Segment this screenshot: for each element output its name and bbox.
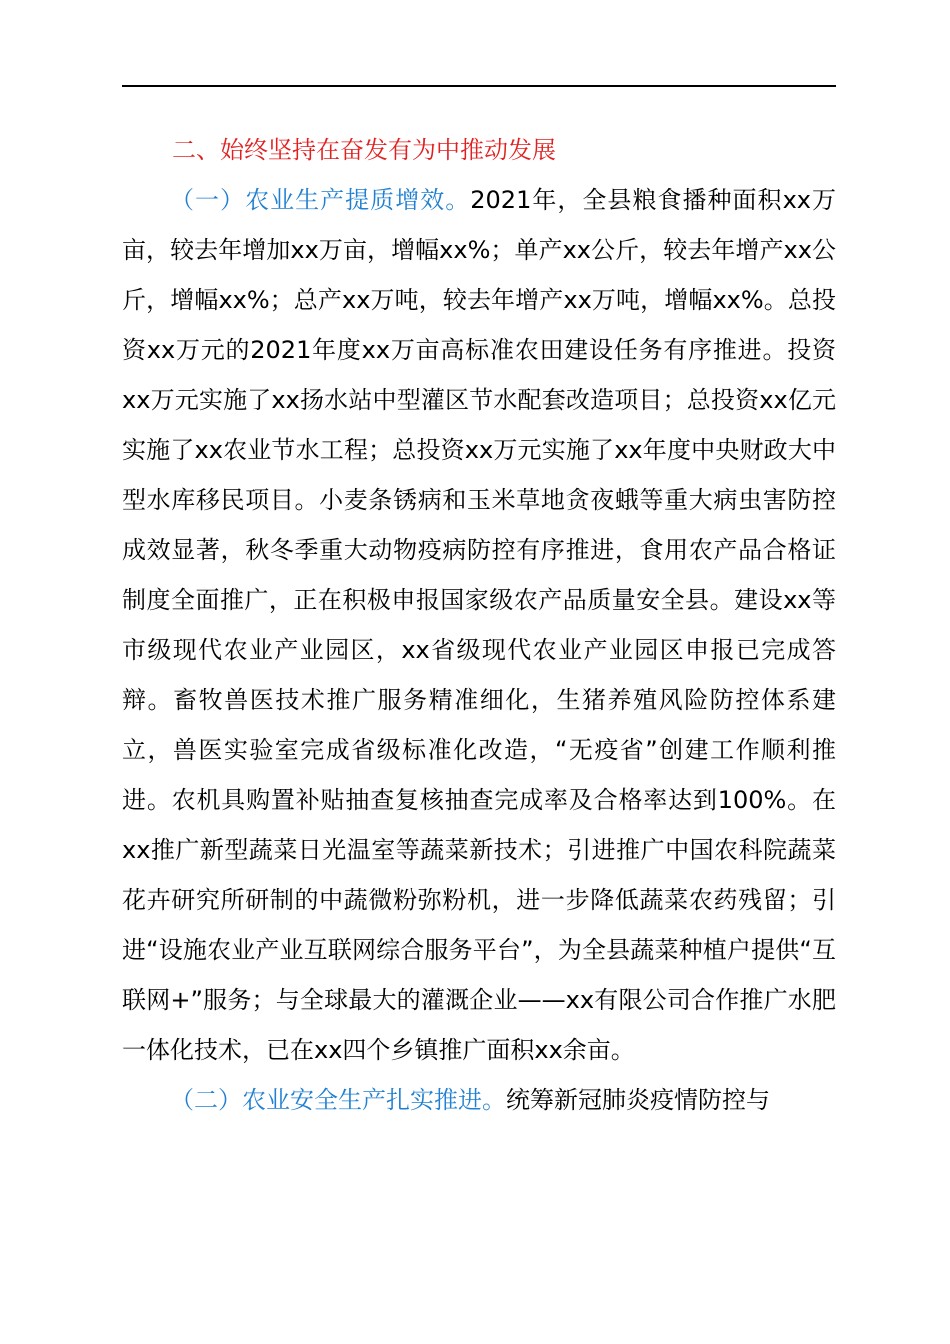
paragraph-2-body: 统筹新冠肺炎疫情防控与 xyxy=(506,1086,770,1114)
section-heading: 二、始终坚持在奋发有为中推动发展 xyxy=(172,136,556,164)
header-rule xyxy=(122,85,836,87)
paragraph-1-body: 2021年，全县粮食播种面积xx万亩，较去年增加xx万亩，增幅xx%；单产xx公斤，较去年增产xx公斤，增幅xx%；总产xx万吨，较去年增产xx万吨，增幅xx%。总投资xx万元的2021年度xx万亩高标准农田建设任务有序推进。投资xx万元实施了xx扬水站中型灌区节水配套改造项目；总投资xx亿元实施了xx农业节水工程；总投资xx万元实施了xx年度中央财政大中型水库移民项目。小麦条锈病和玉米草地贪夜蛾等重大病虫害防控成效显著，秋冬季重大动物疫病防控有序推进，食用农产品合格证制度全面推广，正在积极申报国家级农产品质量安全县。建设xx等市级现代农业产业园区，xx省级现代农业产业园区申报已完成答辩。畜牧兽医技术推广服务精准细化，生猪养殖风险防控体系建立，兽医实验室完成省级标准化改造，“无疫省”创建工作顺利推进。农机具购置补贴抽查复核抽查完成率及合格率达到100%。在xx推广新型蔬菜日光温室等蔬菜新技术；引进推广中国农科院蔬菜花卉研究所研制的中蔬微粉弥粉机，进一步降低蔬菜农药残留；引进“设施农业产业互联网综合服务平台”，为全县蔬菜种植户提供“互联网+”服务；与全球最大的灌溉企业——xx有限公司合作推广水肥一体化技术，已在xx四个乡镇推广面积xx余亩。 xyxy=(122,186,837,1064)
document-body xyxy=(122,125,836,1125)
paragraph-2-subheading: （二）农业安全生产扎实推进。 xyxy=(170,1086,506,1114)
paragraph-2 xyxy=(122,1075,836,1125)
paragraph-1-subheading: （一）农业生产提质增效。 xyxy=(170,186,471,214)
paragraph-1 xyxy=(122,175,836,1075)
